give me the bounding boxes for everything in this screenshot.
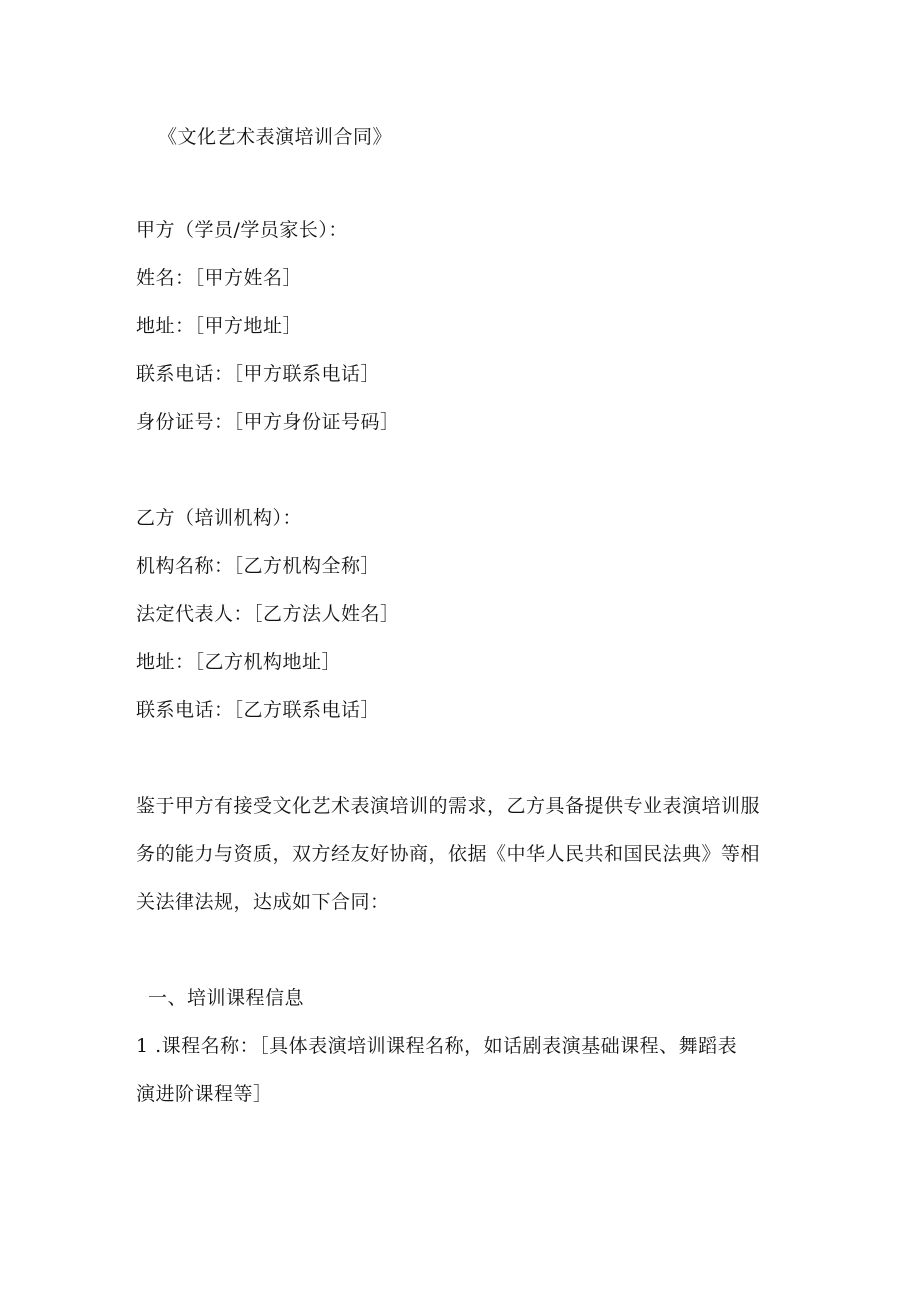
party-b-heading: 乙方（培训机构）： bbox=[136, 507, 303, 529]
section-1-heading: 一、培训课程信息 bbox=[148, 987, 305, 1009]
party-a-heading: 甲方（学员/学员家长）： bbox=[136, 219, 348, 241]
party-b-legal-rep: 法定代表人：［乙方法人姓名］ bbox=[136, 603, 400, 625]
document-title: 《文化艺术表演培训合同》 bbox=[158, 126, 393, 148]
preamble-line: 鉴于甲方有接受文化艺术表演培训的需求，乙方具备提供专业表演培训服 bbox=[136, 795, 761, 817]
preamble-line: 务的能力与资质，双方经友好协商，依据《中华人民共和国民法典》等相 bbox=[136, 843, 761, 865]
party-b-address: 地址：［乙方机构地址］ bbox=[136, 651, 342, 673]
party-a-phone: 联系电话：［甲方联系电话］ bbox=[136, 363, 381, 385]
party-b-org-name: 机构名称：［乙方机构全称］ bbox=[136, 555, 381, 577]
preamble-line: 关法律法规，达成如下合同： bbox=[136, 891, 390, 913]
party-a-id-number: 身份证号：［甲方身份证号码］ bbox=[136, 411, 400, 433]
party-a-address: 地址：［甲方地址］ bbox=[136, 315, 303, 337]
section-1-item-1-line: 演进阶课程等］ bbox=[136, 1083, 273, 1105]
section-1-item-1-line: 1 .课程名称：［具体表演培训课程名称，如话剧表演基础课程、舞蹈表 bbox=[136, 1035, 738, 1057]
party-b-phone: 联系电话：［乙方联系电话］ bbox=[136, 699, 381, 721]
party-a-name: 姓名：［甲方姓名］ bbox=[136, 267, 303, 289]
